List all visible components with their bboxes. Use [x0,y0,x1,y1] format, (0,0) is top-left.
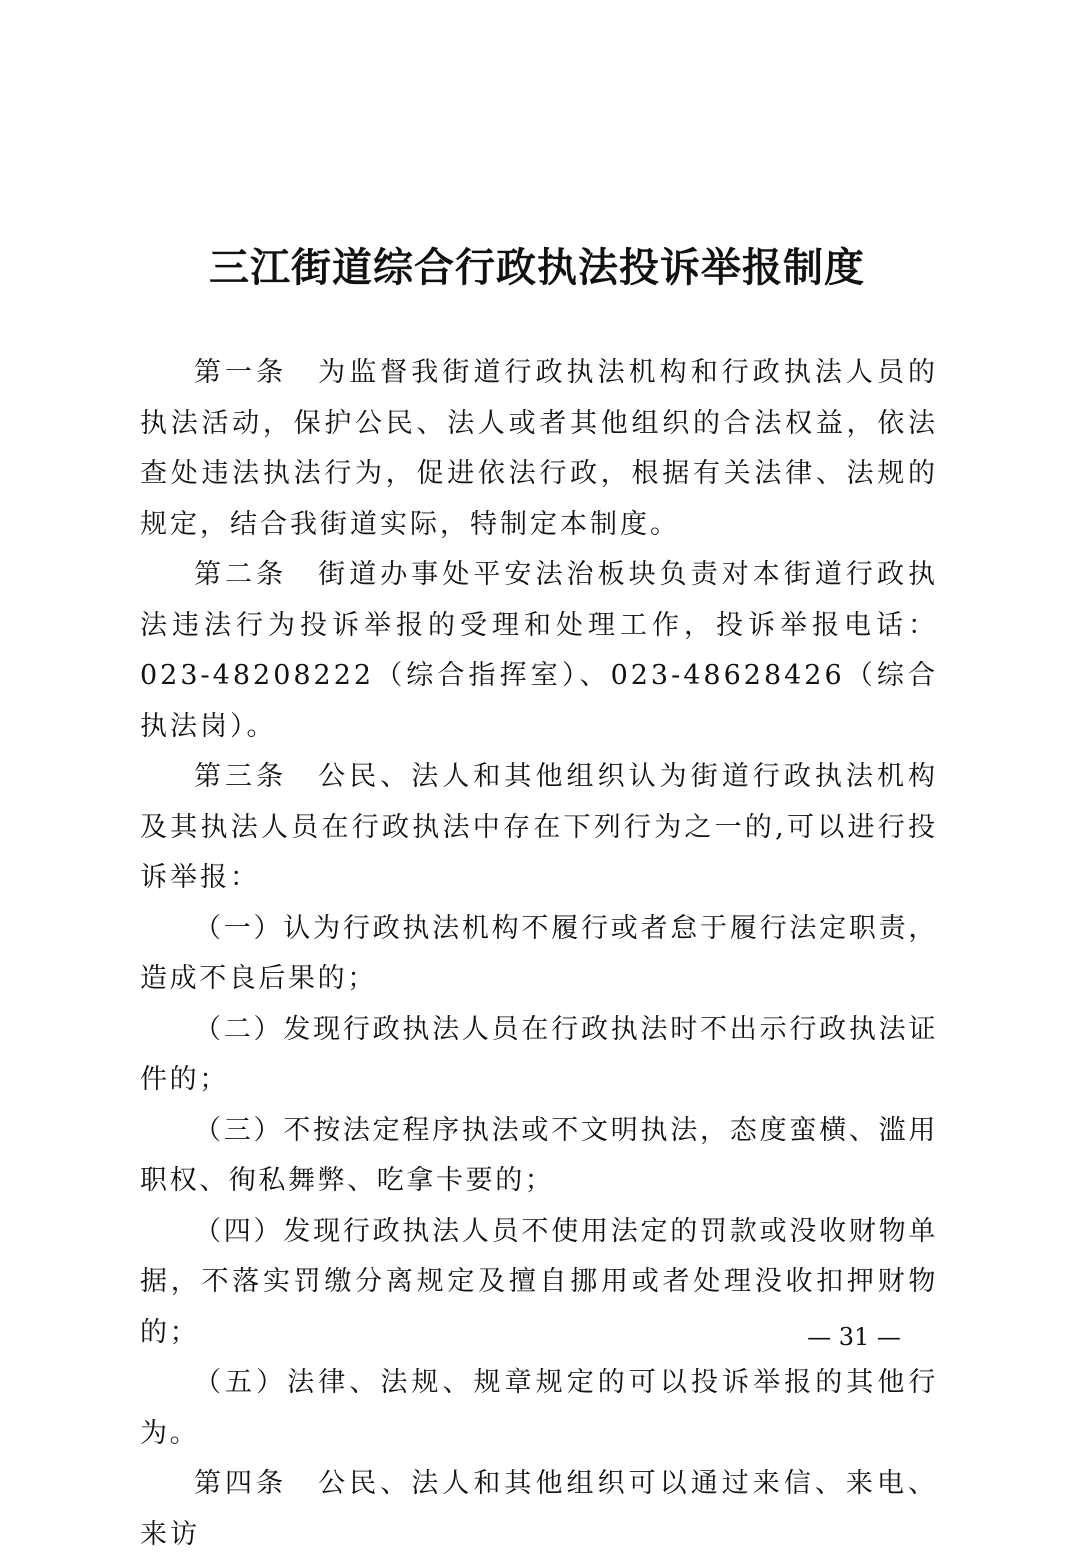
article-3-item-4: （四）发现行政执法人员不使用法定的罚款或没收财物单据，不落实罚缴分离规定及擅自挪用或者处理没收扣押财物的； [140,1215,938,1348]
document-title: 三江街道综合行政执法投诉举报制度 [209,244,865,291]
article-4-paragraph: 第四条 公民、法人和其他组织可以通过来信、来电、来访 [140,1468,938,1550]
article-2-paragraph: 第二条 街道办事处平安法治板块负责对本街道行政执法违法行为投诉举报的受理和处理工作，投诉举报电话：023-48208222（综合指挥室）、023-48628426（综合执法岗）。 [140,559,938,742]
article-3-item-3: （三）不按法定程序执法或不文明执法，态度蛮横、滥用职权、徇私舞弊、吃拿卡要的； [140,1114,938,1196]
document-body [140,348,938,1560]
article-3-item-2: （二）发现行政执法人员在行政执法时不出示行政执法证件的； [140,1013,938,1095]
page-number: — 31 — [807,1323,901,1351]
article-3-item-1: （一）认为行政执法机构不履行或者怠于履行法定职责，造成不良后果的； [140,912,938,994]
article-3-paragraph: 第三条 公民、法人和其他组织认为街道行政执法机构及其执法人员在行政执法中存在下列行为之一的,可以进行投诉举报： [140,761,938,893]
article-1-paragraph: 第一条 为监督我街道行政执法机构和行政执法人员的执法活动，保护公民、法人或者其他组织的合法权益，依法查处违法执法行为，促进依法行政，根据有关法律、法规的规定，结合我街道实际，特制定本制度。 [140,357,938,540]
article-3-item-5: （五）法律、法规、规章规定的可以投诉举报的其他行为。 [140,1367,938,1449]
